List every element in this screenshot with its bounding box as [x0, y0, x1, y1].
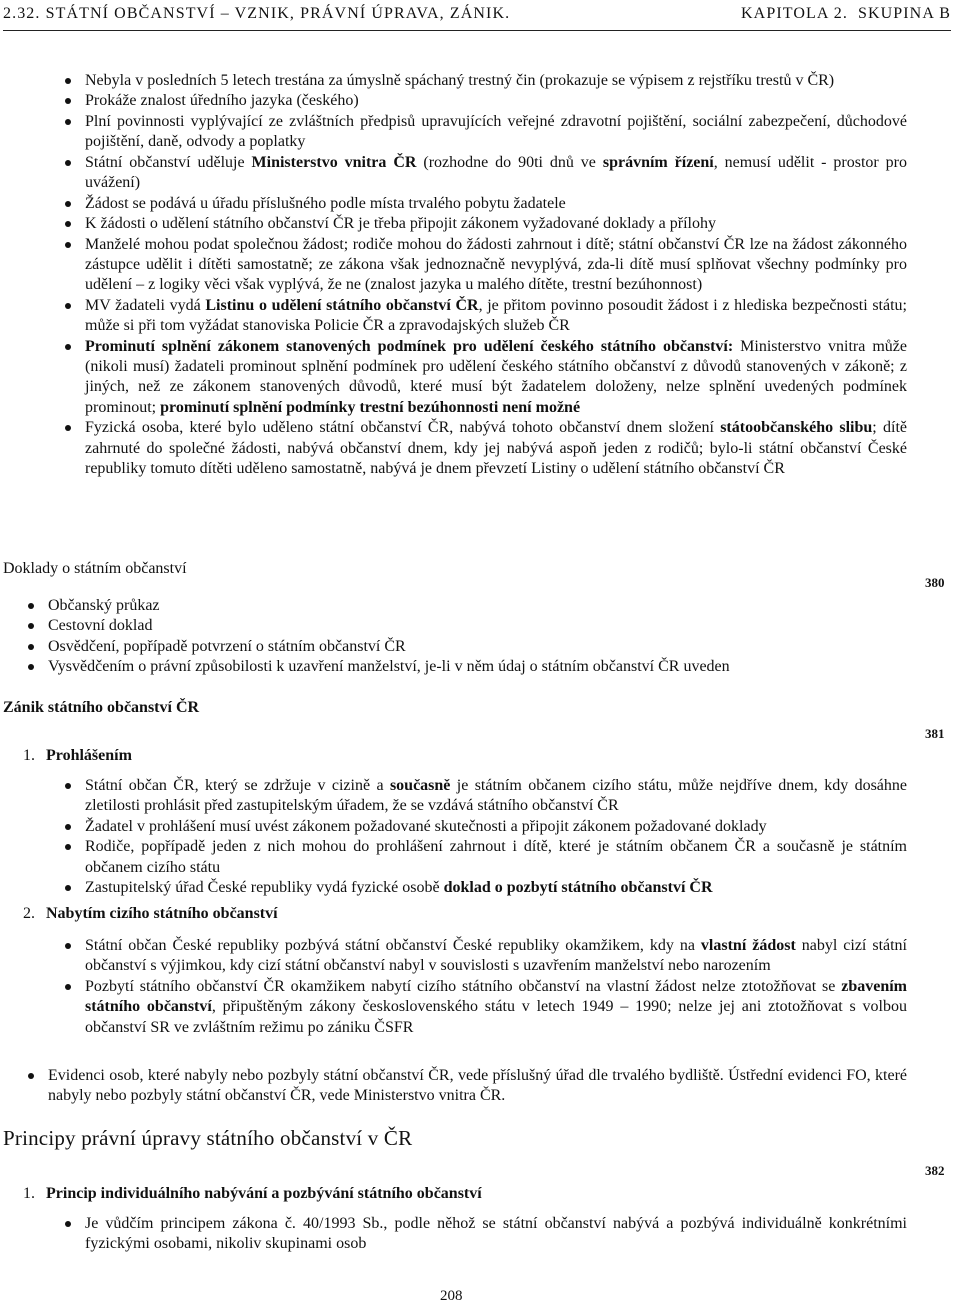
item-title: Prohlášením	[46, 747, 132, 764]
list-item: K žádosti o udělení státního občanství ČR je třeba připojit zákonem vyžadované doklady a přílohy	[62, 214, 907, 234]
page-number: 208	[440, 1288, 463, 1304]
list-item: Žadatel v prohlášení musí uvést zákonem požadované skutečnosti a připojit zákonem požadované doklady	[62, 817, 907, 837]
item-number: 1.	[23, 747, 35, 764]
acquisition-list	[62, 936, 907, 1038]
list-item: Je vůdčím principem zákona č. 40/1993 Sb., podle něhož se státní občanství nabývá a pozbývá individuálně konkrétními fyzickými osobami, nikoliv skupinami osob	[62, 1214, 907, 1255]
list-item: Osvědčení, popřípadě potvrzení o státním občanství ČR	[25, 637, 905, 657]
records-section	[25, 1066, 907, 1107]
list-item: Evidenci osob, které nabyly nebo pozbyly státní občanství ČR, vede příslušný úřad dle trvalého bydliště. Ústřední evidenci FO, které nabyly nebo pozbyly státní občanství ČR, vede Ministerstvo vnitra ČR.	[25, 1066, 907, 1107]
margin-number: 382	[925, 1163, 945, 1178]
numbered-heading	[23, 904, 278, 924]
list-item: Nebyla v posledních 5 letech trestána za úmyslně spáchaný trestný čin (prokazuje se výpisem z rejstříku trestů v ČR)	[62, 71, 907, 91]
conditions-list	[62, 71, 907, 480]
item-title: Princip individuálního nabývání a pozbývání státního občanství	[46, 1185, 482, 1202]
list-item: Státní občanství uděluje Ministerstvo vnitra ČR (rozhodne do 90ti dnů ve správním řízení, nemusí udělit - prostor pro uvážení)	[62, 153, 907, 194]
principles-list	[62, 1214, 907, 1255]
list-item: Prominutí splnění zákonem stanovených podmínek pro udělení českého státního občanství: Ministerstvo vnitra může (nikoli musí) žadateli prominout splnění podmínek pro udělení českého státního občanství z důvodů stanovených v zákoně; z jiných, než ze zákonem stanovených důvodů, které musí být žadatelem doloženy, nelze splnění uvedených podmínek prominout; prominutí splnění podmínky trestní bezúhonnosti není možné	[62, 337, 907, 419]
header-chapter-group	[741, 4, 951, 24]
margin-number: 381	[925, 726, 945, 741]
acquisition-section	[62, 936, 907, 1038]
documents-heading: Doklady o státním občanství	[3, 560, 187, 577]
list-item: Plní povinnosti vyplývající ze zvláštních předpisů upravujících veřejné zdravotní pojištění, sociální zabezpečení, důchodové pojištění, daně, odvody a poplatky	[62, 112, 907, 153]
item-number: 2.	[23, 905, 35, 922]
list-item: Manželé mohou podat společnou žádost; rodiče mohou do žádosti zahrnout i dítě; státní občanství ČR lze na žádost zákonného zástupce udělit i dítěti samostatně; ze zákona však jednoznačně nevyplývá, zda-li dítě musí splňovat všechny podmínky pro udělení – z logiky věci však vyplývá, že ne (znalost jazyka u malého dítěte, trestní bezúhonnost)	[62, 235, 907, 296]
principles-heading: Principy právní úpravy státního občanství v ČR	[3, 1126, 413, 1150]
numbered-heading	[23, 746, 132, 766]
list-item: Pozbytí státního občanství ČR okamžikem nabytí cizího státního občanství na vlastní žádost nelze ztotožňovat se zbavením státního občanství, připuštěným zákony československého státu v letech 1949 – 1990; nelze jej ani ztotožňovat s volbou občanství SR ve zvláštním režimu po zániku ČSFR	[62, 977, 907, 1038]
item-title: Nabytím cizího státního občanství	[46, 905, 278, 922]
numbered-heading	[23, 1184, 482, 1204]
list-item: Rodiče, popřípadě jeden z nich mohou do prohlášení zahrnout i dítě, které je státním občanem ČR a současně je státním občanem cizího státu	[62, 837, 907, 878]
termination-heading: Zánik státního občanství ČR	[3, 699, 200, 716]
list-item: MV žadateli vydá Listinu o udělení státního občanství ČR, je přitom povinno posoudit žádost i z hlediska bezpečnosti státu; může si při tom vyžádat stanoviska Policie ČR a zpravodajských služeb ČR	[62, 296, 907, 337]
header-section-title: 2.32. STÁTNÍ OBČANSTVÍ – VZNIK, PRÁVNÍ ÚPRAVA, ZÁNIK.	[3, 5, 511, 22]
declaration-list	[62, 776, 907, 898]
list-item: Občanský průkaz	[25, 596, 905, 616]
list-item: Vysvědčením o právní způsobilosti k uzavření manželství, je-li v něm údaj o státním občanství ČR uveden	[25, 657, 905, 677]
item-number: 1.	[23, 1185, 35, 1202]
header-group: SKUPINA B	[857, 5, 951, 22]
conditions-section	[62, 71, 907, 480]
documents-list	[25, 596, 905, 678]
list-item: Zastupitelský úřad České republiky vydá fyzické osobě doklad o pozbytí státního občanství ČR	[62, 878, 907, 898]
running-header	[3, 4, 951, 31]
documents-section	[25, 596, 905, 678]
list-item: Cestovní doklad	[25, 616, 905, 636]
list-item: Žádost se podává u úřadu příslušného podle místa trvalého pobytu žadatele	[62, 194, 907, 214]
list-item: Státní občan ČR, který se zdržuje v cizině a současně je státním občanem cizího státu, může nejdříve dnem, kdy dosáhne zletilosti prohlásit před zastupitelským úřadem, že se vzdává státního občanství ČR	[62, 776, 907, 817]
header-chapter: KAPITOLA 2.	[741, 5, 848, 22]
principles-section	[62, 1214, 907, 1255]
list-item: Fyzická osoba, které bylo uděleno státní občanství ČR, nabývá tohoto občanství dnem složení státoobčanského slibu; dítě zahrnuté do společné žádosti, nabývá občanství dnem, kdy jej nabývá aspoň jeden z rodičů; bylo-li státní občanství České republiky tomuto dítěti uděleno samostatně, nabývá je dnem převzetí Listiny o udělení státního občanství ČR	[62, 418, 907, 479]
margin-number: 380	[925, 575, 945, 590]
declaration-section	[62, 776, 907, 898]
records-list	[25, 1066, 907, 1107]
list-item: Prokáže znalost úředního jazyka (českého)	[62, 91, 907, 111]
list-item: Státní občan České republiky pozbývá státní občanství České republiky okamžikem, kdy na vlastní žádost nabyl cizí státní občanství s výjimkou, kdy cizí státní občanství nabyl v souvislosti s uzavřením manželství nebo narozením	[62, 936, 907, 977]
